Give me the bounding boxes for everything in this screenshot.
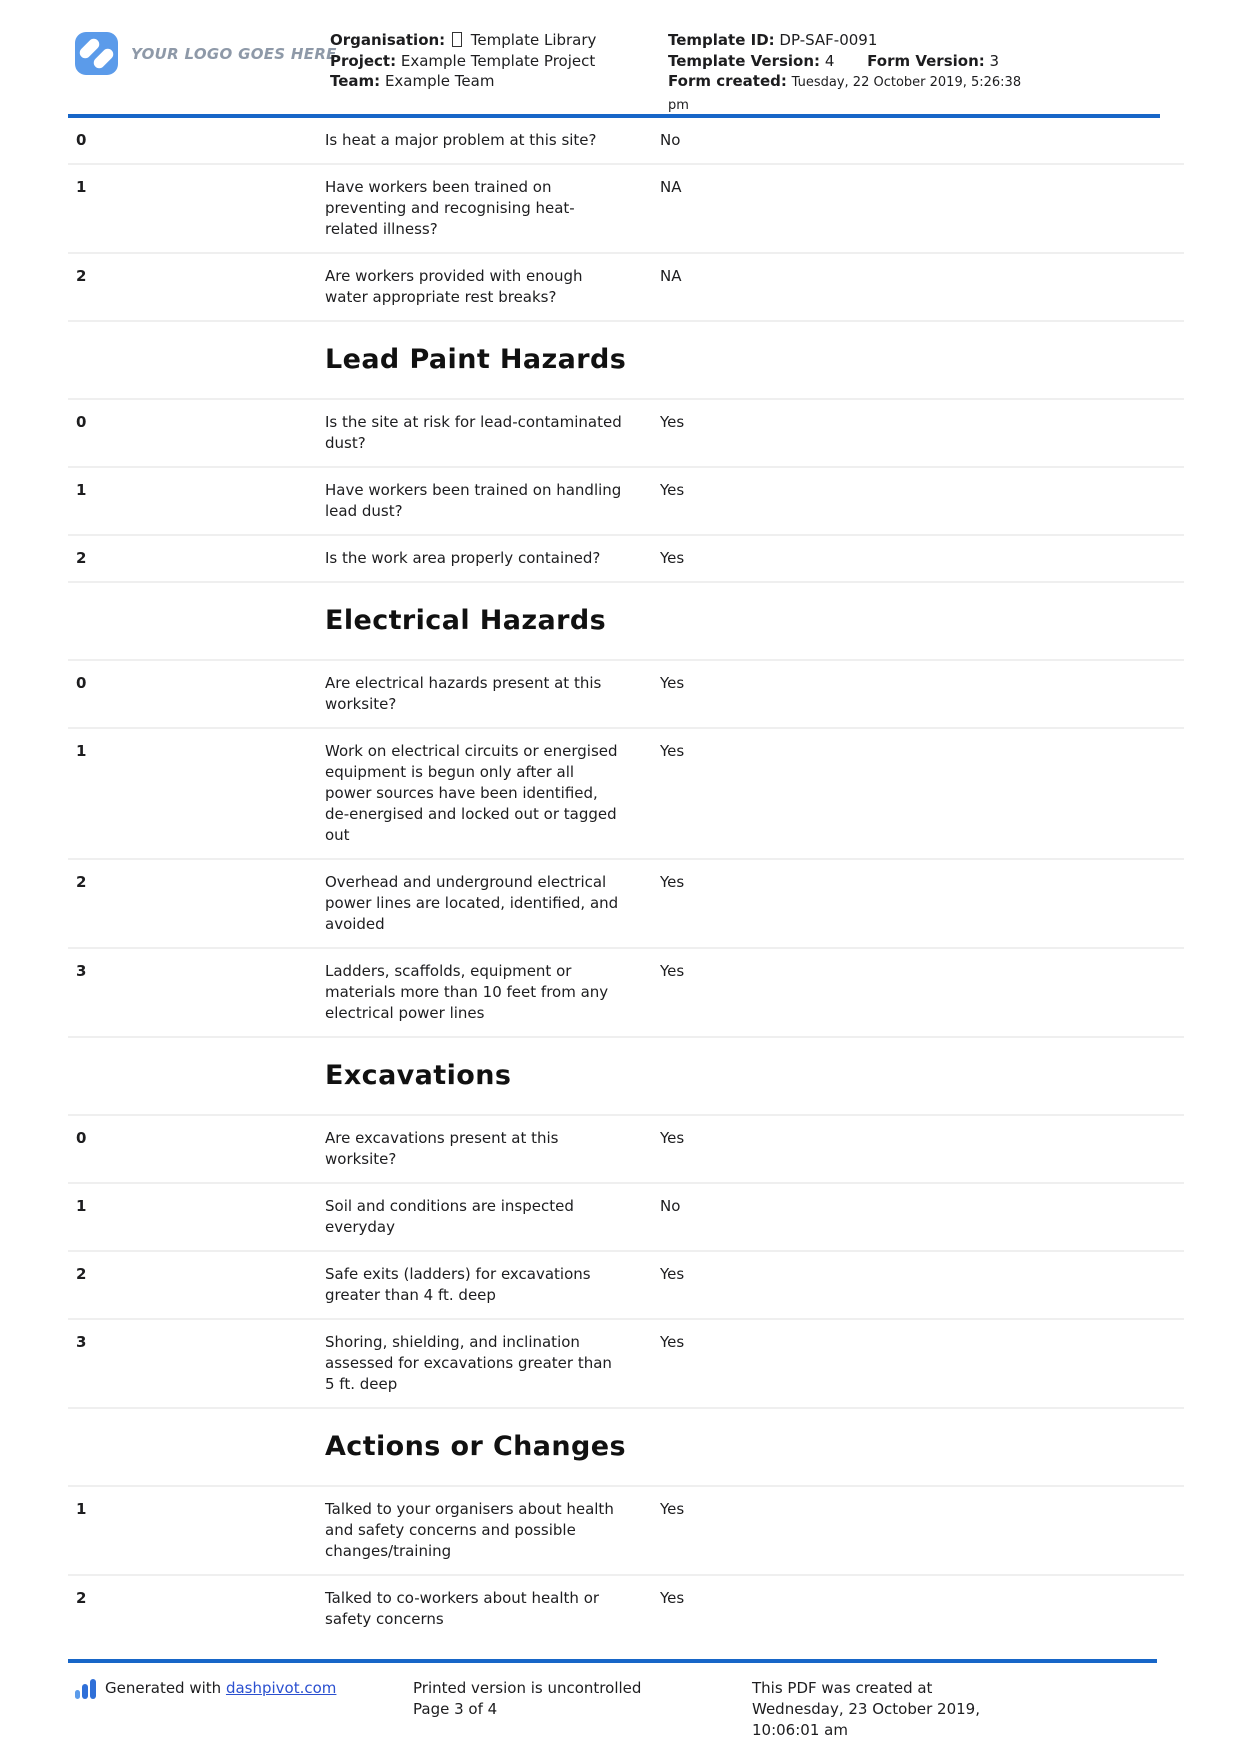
row-question: Is the site at risk for lead-contaminated dust?	[325, 413, 622, 452]
row-question: Talked to co-workers about health or safety concerns	[325, 1589, 600, 1628]
header-meta-block	[668, 30, 1040, 116]
row-question: Is heat a major problem at this site?	[325, 131, 597, 149]
row-number: 2	[76, 549, 87, 567]
organisation-value: Template Library	[470, 31, 597, 49]
form-version-value: 3	[989, 51, 1000, 70]
section-header-row	[68, 322, 1184, 400]
table-row	[68, 1487, 1184, 1576]
table-row	[68, 1252, 1184, 1320]
row-answer: Yes	[660, 413, 685, 431]
project-value: Example Template Project	[400, 51, 596, 70]
row-number: 2	[76, 1589, 87, 1607]
row-answer: No	[660, 131, 681, 149]
row-number: 3	[76, 962, 87, 980]
row-answer: Yes	[660, 1265, 685, 1283]
organisation-label: Organisation:	[330, 31, 446, 49]
row-answer: Yes	[660, 1500, 685, 1518]
row-answer: Yes	[660, 481, 685, 499]
row-answer: Yes	[660, 1589, 685, 1607]
row-question: Safe exits (ladders) for excavations greater than 4 ft. deep	[325, 1265, 591, 1304]
table-row	[68, 254, 1184, 322]
row-answer: NA	[660, 267, 682, 285]
row-answer: NA	[660, 178, 682, 196]
checklist-table	[68, 118, 1184, 1642]
row-number: 3	[76, 1333, 87, 1351]
row-number: 0	[76, 1129, 87, 1147]
row-answer: Yes	[660, 674, 685, 692]
row-question: Work on electrical circuits or energised equipment is begun only after all power sources have been identified, de-energised and locked out or tagged out	[325, 742, 618, 844]
form-created-label: Form created:	[668, 72, 787, 90]
row-number: 1	[76, 742, 87, 760]
row-question: Are workers provided with enough water appropriate rest breaks?	[325, 267, 583, 306]
form-created-value: Tuesday, 22 October 2019, 5:26:38 pm	[668, 75, 1022, 113]
row-question: Have workers been trained on preventing and recognising heat-related illness?	[325, 178, 575, 238]
template-version-value: 4	[824, 51, 835, 70]
row-question: Ladders, scaffolds, equipment or materials more than 10 feet from any electrical power lines	[325, 962, 609, 1022]
pdf-created-text: This PDF was created at Wednesday, 23 October 2019, 10:06:01 am	[752, 1679, 980, 1739]
template-version-label: Template Version:	[668, 51, 821, 70]
section-title: Lead Paint Hazards	[325, 344, 627, 375]
versions-line	[668, 51, 1040, 72]
project-label: Project:	[330, 51, 397, 70]
row-question: Are excavations present at this worksite?	[325, 1129, 559, 1168]
row-number: 0	[76, 674, 87, 692]
section-title: Electrical Hazards	[325, 605, 607, 636]
row-question: Are electrical hazards present at this worksite?	[325, 674, 602, 713]
row-number: 2	[76, 1265, 87, 1283]
row-number: 1	[76, 1500, 87, 1518]
table-row	[68, 860, 1184, 949]
row-question: Have workers been trained on handling lead dust?	[325, 481, 622, 520]
row-number: 1	[76, 178, 87, 196]
row-number: 1	[76, 1197, 87, 1215]
missing-glyph-box	[452, 32, 462, 47]
footer-printed	[413, 1678, 752, 1741]
section-header-row	[68, 583, 1184, 661]
table-row	[68, 729, 1184, 860]
team-label: Team:	[330, 72, 381, 90]
row-answer: No	[660, 1197, 681, 1215]
row-number: 0	[76, 413, 87, 431]
logo	[75, 32, 337, 75]
table-row	[68, 1320, 1184, 1409]
row-question: Soil and conditions are inspected everyday	[325, 1197, 574, 1236]
printed-uncontrolled-text: Printed version is uncontrolled	[413, 1679, 642, 1697]
row-answer: Yes	[660, 742, 685, 760]
table-row	[68, 1116, 1184, 1184]
section-title: Excavations	[325, 1060, 512, 1091]
table-row	[68, 949, 1184, 1038]
row-answer: Yes	[660, 962, 685, 980]
organisation-line	[330, 30, 660, 51]
table-row	[68, 536, 1184, 583]
page-footer	[68, 1678, 1188, 1741]
row-number: 0	[76, 131, 87, 149]
row-question: Shoring, shielding, and inclination assessed for excavations greater than 5 ft. deep	[325, 1333, 612, 1393]
logo-placeholder-text: YOUR LOGO GOES HERE	[131, 44, 337, 63]
template-id-label: Template ID:	[668, 31, 775, 49]
header-org-block	[330, 30, 660, 92]
table-row	[68, 661, 1184, 729]
generated-with-text: Generated with dashpivot.com	[105, 1679, 337, 1697]
row-answer: Yes	[660, 1129, 685, 1147]
row-answer: Yes	[660, 873, 685, 891]
table-row	[68, 400, 1184, 468]
section-header-row	[68, 1038, 1184, 1116]
row-number: 2	[76, 267, 87, 285]
dashpivot-bars-icon	[75, 1679, 96, 1699]
row-question: Overhead and underground electrical power lines are located, identified, and avoided	[325, 873, 619, 933]
row-number: 2	[76, 873, 87, 891]
dashpivot-link[interactable]: dashpivot.com	[225, 1679, 337, 1697]
row-question: Is the work area properly contained?	[325, 549, 601, 567]
footer-rule	[68, 1659, 1157, 1663]
row-number: 1	[76, 481, 87, 499]
template-id-value: DP-SAF-0091	[779, 31, 878, 49]
row-answer: Yes	[660, 1333, 685, 1351]
pdf-page	[68, 30, 1160, 1642]
footer-generated	[68, 1678, 413, 1741]
table-row	[68, 1184, 1184, 1252]
section-header-row	[68, 1409, 1184, 1487]
row-question: Talked to your organisers about health and safety concerns and possible changes/training	[325, 1500, 614, 1560]
logo-mark-icon	[75, 32, 118, 75]
page-number: Page 3 of 4	[413, 1700, 498, 1718]
table-row	[68, 165, 1184, 254]
table-row	[68, 1576, 1184, 1642]
template-id-line	[668, 30, 1040, 51]
form-version-label: Form Version:	[867, 51, 985, 70]
row-answer: Yes	[660, 549, 685, 567]
team-line	[330, 71, 660, 92]
form-created-line	[668, 71, 1040, 116]
table-row	[68, 468, 1184, 536]
footer-created	[752, 1678, 997, 1741]
project-line	[330, 51, 660, 72]
section-title: Actions or Changes	[325, 1431, 626, 1462]
page-header	[68, 30, 1160, 114]
team-value: Example Team	[384, 72, 495, 90]
table-row	[68, 118, 1184, 165]
